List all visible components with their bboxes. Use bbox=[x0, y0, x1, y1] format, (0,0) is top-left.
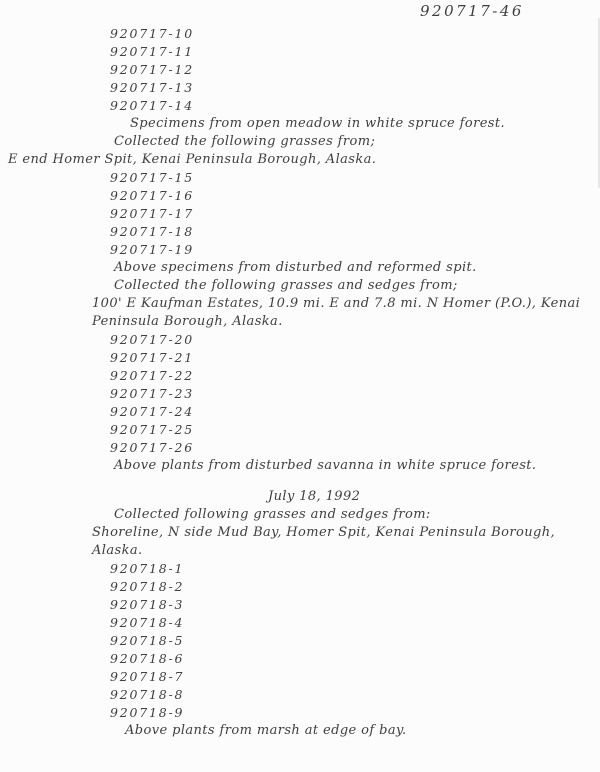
handwritten-line: Shoreline, N side Mud Bay, Homer Spit, Kenai Peninsula Borough, bbox=[92, 525, 556, 540]
handwritten-line: Above plants from marsh at edge of bay. bbox=[125, 723, 407, 738]
handwritten-line: 920717-19 bbox=[110, 242, 195, 257]
handwritten-line: 920718-6 bbox=[110, 651, 185, 666]
handwritten-line: 920718-1 bbox=[110, 561, 185, 576]
handwritten-line: Collected the following grasses from; bbox=[114, 134, 376, 149]
handwritten-line: Alaska. bbox=[92, 543, 143, 558]
handwritten-line: Specimens from open meadow in white spruce forest. bbox=[130, 116, 506, 131]
handwritten-line: 920717-17 bbox=[110, 206, 195, 221]
handwritten-line: 920717-18 bbox=[110, 224, 195, 239]
handwritten-line: Collected following grasses and sedges from: bbox=[114, 507, 431, 522]
handwritten-line: 920717-13 bbox=[110, 80, 195, 95]
handwritten-line: July 18, 1992 bbox=[268, 489, 361, 504]
handwritten-line: 920717-16 bbox=[110, 188, 195, 203]
handwritten-line: Above specimens from disturbed and reformed spit. bbox=[114, 260, 477, 275]
handwritten-line: 920717-11 bbox=[110, 44, 195, 59]
handwritten-line: E end Homer Spit, Kenai Peninsula Borough, Alaska. bbox=[8, 152, 377, 167]
handwritten-line: 920717-15 bbox=[110, 170, 195, 185]
handwritten-line: 920718-2 bbox=[110, 579, 185, 594]
handwritten-line: 920717-10 bbox=[110, 26, 195, 41]
handwritten-line: 920718-7 bbox=[110, 669, 185, 684]
handwritten-line: 920717-25 bbox=[110, 422, 195, 437]
handwritten-line: Peninsula Borough, Alaska. bbox=[92, 314, 283, 329]
handwritten-line: 920717-20 bbox=[110, 332, 195, 347]
handwritten-line: 920718-5 bbox=[110, 633, 185, 648]
handwritten-line: 920717-23 bbox=[110, 386, 195, 401]
handwritten-line: 920718-4 bbox=[110, 615, 185, 630]
handwritten-line: 920717-26 bbox=[110, 440, 195, 455]
handwritten-notes bbox=[0, 25, 600, 740]
handwritten-line: 920718-8 bbox=[110, 687, 185, 702]
handwritten-line: 920718-3 bbox=[110, 597, 185, 612]
handwritten-line: Above plants from disturbed savanna in white spruce forest. bbox=[114, 458, 537, 473]
handwritten-line: 920717-22 bbox=[110, 368, 195, 383]
handwritten-line: Collected the following grasses and sedges from; bbox=[114, 278, 458, 293]
handwritten-line: 100' E Kaufman Estates, 10.9 mi. E and 7.8 mi. N Homer (P.O.), Kenai bbox=[92, 296, 581, 311]
handwritten-line: 920718-9 bbox=[110, 705, 185, 720]
page-catalog-number: 920717-46 bbox=[420, 2, 524, 20]
handwritten-line: 920717-24 bbox=[110, 404, 195, 419]
handwritten-line: 920717-14 bbox=[110, 98, 195, 113]
handwritten-line: 920717-12 bbox=[110, 62, 195, 77]
handwritten-line: 920717-21 bbox=[110, 350, 195, 365]
